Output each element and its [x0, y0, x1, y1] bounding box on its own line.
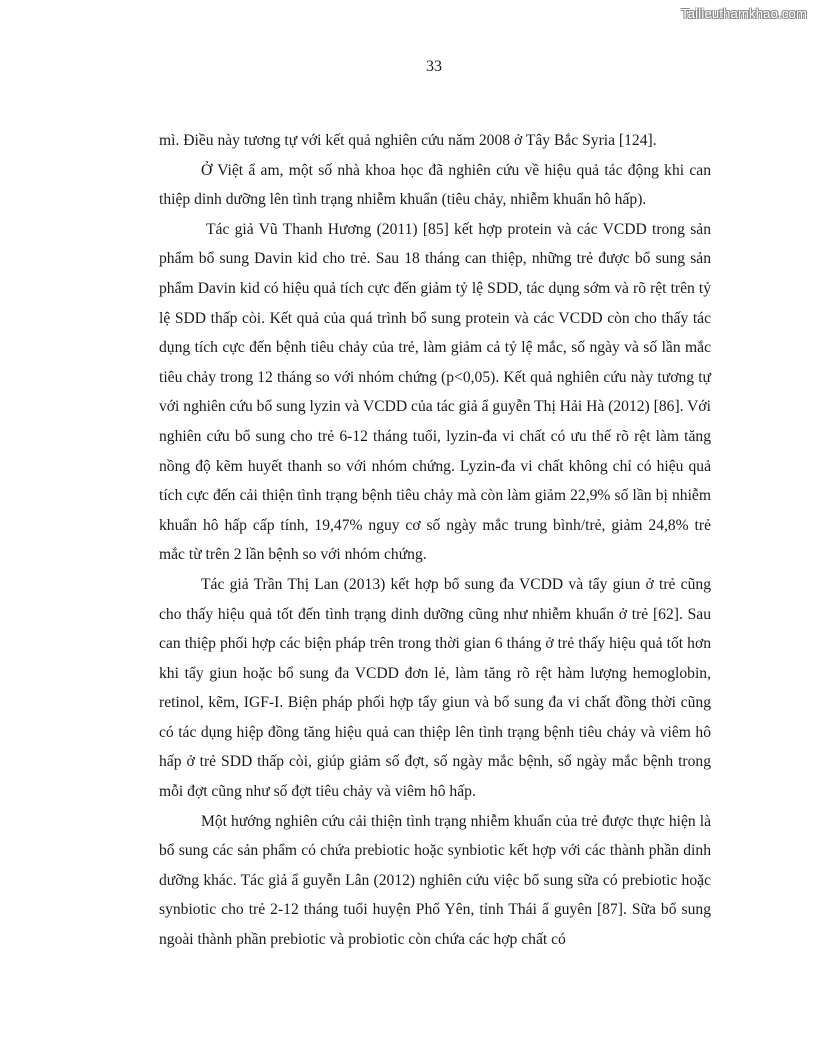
watermark: Tailieuthamkhao.com [681, 6, 807, 21]
paragraph-intro-vietnam: Ở Việt ẩ am, một số nhà khoa học đã nghiên cứu về hiệu quả tác động khi can thiệp dinh dưỡng lên tình trạng nhiễm khuẩn (tiêu chảy, nhiễm khuẩn hô hấp). [159, 161, 711, 209]
paragraph-tran-thi-lan: Tác giả Trần Thị Lan (2013) kết hợp bổ sung đa VCDD và tẩy giun ở trẻ cũng cho thấy hiệu quả tốt đến tình trạng dinh dưỡng cũng như nhiễm khuẩn ở trẻ [62]. Sau can thiệp phối hợp các biện pháp trên trong thời gian 6 tháng ở trẻ thấy hiệu quả tốt hơn khi tẩy giun hoặc bổ sung đa VCDD đơn lẻ, làm tăng rõ rệt hàm lượng hemoglobin, retinol, kẽm, IGF-I. Biện pháp phối hợp tẩy giun và bổ sung đa vi chất đồng thời cũng có tác dụng hiệp đồng tăng hiệu quả can thiệp lên tình trạng bệnh tiêu chảy và viêm hô hấp ở trẻ SDD thấp còi, giúp giảm số đợt, số ngày mắc bệnh, số ngày mắc bệnh trong mỗi đợt cũng như số đợt tiêu chảy và viêm hô hấp. [159, 575, 711, 801]
document-body [159, 126, 711, 955]
paragraph-prebiotic-research: Một hướng nghiên cứu cải thiện tình trạng nhiễm khuẩn của trẻ được thực hiện là bổ sung các sản phẩm có chứa prebiotic hoặc synbiotic kết hợp với các thành phần dinh dưỡng khác. Tác giả ẩ guyễn Lân (2012) nghiên cứu việc bổ sung sữa có prebiotic hoặc synbiotic cho trẻ 2-12 tháng tuổi huyện Phổ Yên, tỉnh Thái ẩ guyên [87]. Sữa bổ sung ngoài thành phần prebiotic và probiotic còn chứa các hợp chất có [159, 812, 711, 949]
paragraph-continuation: mì. Điều này tương tự với kết quả nghiên cứu năm 2008 ở Tây Bắc Syria [124]. [159, 132, 657, 149]
page-number: 33 [426, 58, 442, 75]
paragraph-vu-thanh-huong: Tác giả Vũ Thanh Hương (2011) [85] kết hợp protein và các VCDD trong sản phẩm bổ sung Davin kid cho trẻ. Sau 18 tháng can thiệp, những trẻ được bổ sung sản phẩm Davin kid có hiệu quả tích cực đến giảm tỷ lệ SDD, tác dụng sớm và rõ rệt trên tỷ lệ SDD thấp còi. Kết quả của quá trình bổ sung protein và các VCDD còn cho thấy tác dụng tích cực đến bệnh tiêu chảy của trẻ, làm giảm cả tỷ lệ mắc, số ngày và số lần mắc tiêu chảy trong 12 tháng so với nhóm chứng (p<0,05). Kết quả nghiên cứu này tương tự với nghiên cứu bổ sung lyzin và VCDD của tác giả ẩ guyễn Thị Hải Hà (2012) [86]. Với nghiên cứu bổ sung cho trẻ 6-12 tháng tuổi, lyzin-đa vi chất có ưu thế rõ rệt làm tăng nồng độ kẽm huyết thanh so với nhóm chứng. Lyzin-đa vi chất không chỉ có hiệu quả tích cực đến cải thiện tình trạng bệnh tiêu chảy mà còn làm giảm 22,9% số lần bị nhiễm khuẩn hô hấp cấp tính, 19,47% nguy cơ số ngày mắc trung bình/trẻ, giảm 24,8% trẻ mắc từ trên 2 lần bệnh so với nhóm chứng. [159, 220, 711, 564]
